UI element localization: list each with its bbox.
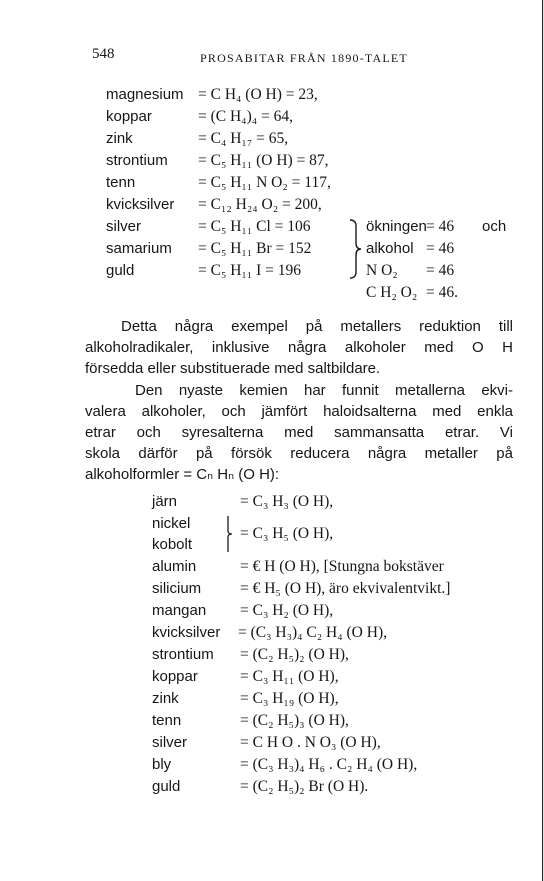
- element-formula: = (C H₄)₄ = 64,: [198, 108, 294, 125]
- element-name: järn: [152, 493, 178, 510]
- element-name: zink: [106, 130, 133, 147]
- element-name: nickel: [152, 515, 191, 532]
- nickel-kobolt-formula: = C₃ H₅ (O H),: [240, 525, 334, 542]
- paragraph-1: [85, 316, 513, 379]
- element-name: koppar: [106, 108, 152, 125]
- right-brace: [348, 218, 362, 280]
- paragraph-line: etrar och syresalterna med sammansatta etrar. Vi: [85, 424, 513, 441]
- element-formula: = C₅ H₁₁ I = 196: [198, 262, 302, 279]
- element-formula: = C H₄ (O H) = 23,: [198, 86, 318, 103]
- element-formula: = C₅ H₁₁ N O₂ = 117,: [198, 174, 331, 191]
- element-name: silicium: [152, 580, 202, 597]
- page-number: 548: [92, 46, 115, 62]
- element-name: kvicksilver: [152, 624, 221, 641]
- left-brace: [226, 514, 238, 554]
- increment-label: alkohol: [366, 240, 414, 257]
- page-edge-line: [542, 0, 543, 881]
- element-formula: = C₅ H₁₁ Cl = 106: [198, 218, 311, 235]
- element-formula: = € H (O H), [Stungna bokstäver: [240, 558, 444, 575]
- increment-suffix: och: [482, 218, 507, 235]
- element-formula: = C₅ H₁₁ Br = 152: [198, 240, 312, 257]
- element-name: alumin: [152, 558, 197, 575]
- increment-label: ökningen: [366, 218, 427, 235]
- element-formula: = C₅ H₁₁ (O H) = 87,: [198, 152, 329, 169]
- element-name: tenn: [152, 712, 182, 729]
- element-name: bly: [152, 756, 172, 773]
- element-name: guld: [106, 262, 135, 279]
- element-formula: = (C₃ H₃)₄ C₂ H₄ (O H),: [238, 624, 387, 641]
- paragraph-line: Den nyaste kemien har funnit metallerna ekvi-: [135, 382, 513, 399]
- element-name: mangan: [152, 602, 207, 619]
- element-formula: = C₄ H₁₇ = 65,: [198, 130, 289, 147]
- element-formula: = C₃ H₃ (O H),: [240, 493, 334, 510]
- running-title: PROSABITAR FRÅN 1890-TALET: [200, 51, 408, 65]
- element-formula: = € H₅ (O H), äro ekvivalentvikt.]: [240, 580, 451, 597]
- paragraph-line: skola därför på försök reducera några metaller på: [85, 445, 513, 462]
- element-name: samarium: [106, 240, 172, 257]
- element-formula: = C₃ H₂ (O H),: [240, 602, 334, 619]
- paragraph-line: valera alkoholer, och jämfört haloidsalterna med enkla: [85, 403, 513, 420]
- element-formula: = (C₂ H₅)₂ Br (O H).: [240, 778, 369, 795]
- element-name: silver: [152, 734, 188, 751]
- element-name: guld: [152, 778, 181, 795]
- element-name: zink: [152, 690, 179, 707]
- element-name: strontium: [106, 152, 168, 169]
- increment-label: N O₂: [366, 262, 398, 279]
- element-formula: = C₃ H₁₁ (O H),: [240, 668, 339, 685]
- increment-value: = 46: [426, 218, 455, 235]
- element-formula: = C₃ H₁₉ (O H),: [240, 690, 339, 707]
- element-formula: = C H O . N O₃ (O H),: [240, 734, 381, 751]
- paragraph-2: [85, 380, 513, 485]
- element-name: kvicksilver: [106, 196, 175, 213]
- increment-value: = 46: [426, 262, 455, 279]
- element-name: kobolt: [152, 536, 193, 553]
- increment-value: = 46.: [426, 284, 458, 301]
- element-name: koppar: [152, 668, 198, 685]
- element-formula: = C₁₂ H₂₄ O₂ = 200,: [198, 196, 322, 213]
- increment-value: = 46: [426, 240, 455, 257]
- element-formula: = (C₂ H₅)₂ (O H),: [240, 646, 349, 663]
- element-name: magnesium: [106, 86, 184, 103]
- paragraph-line: alkoholradikaler, inklusive några alkoholer med O H: [85, 339, 513, 356]
- element-name: strontium: [152, 646, 214, 663]
- element-name: silver: [106, 218, 142, 235]
- paragraph-line: försedda eller substituerade med saltbildare.: [85, 360, 381, 377]
- element-formula: = (C₂ H₅)₃ (O H),: [240, 712, 349, 729]
- paragraph-line: alkoholformler = Cₙ Hₙ (O H):: [85, 466, 280, 483]
- element-name: tenn: [106, 174, 136, 191]
- paragraph-line: Detta några exempel på metallers reduktion till: [121, 318, 513, 335]
- increment-label: C H₂ O₂: [366, 284, 418, 301]
- element-formula: = (C₃ H₃)₄ H₆ . C₂ H₄ (O H),: [240, 756, 418, 773]
